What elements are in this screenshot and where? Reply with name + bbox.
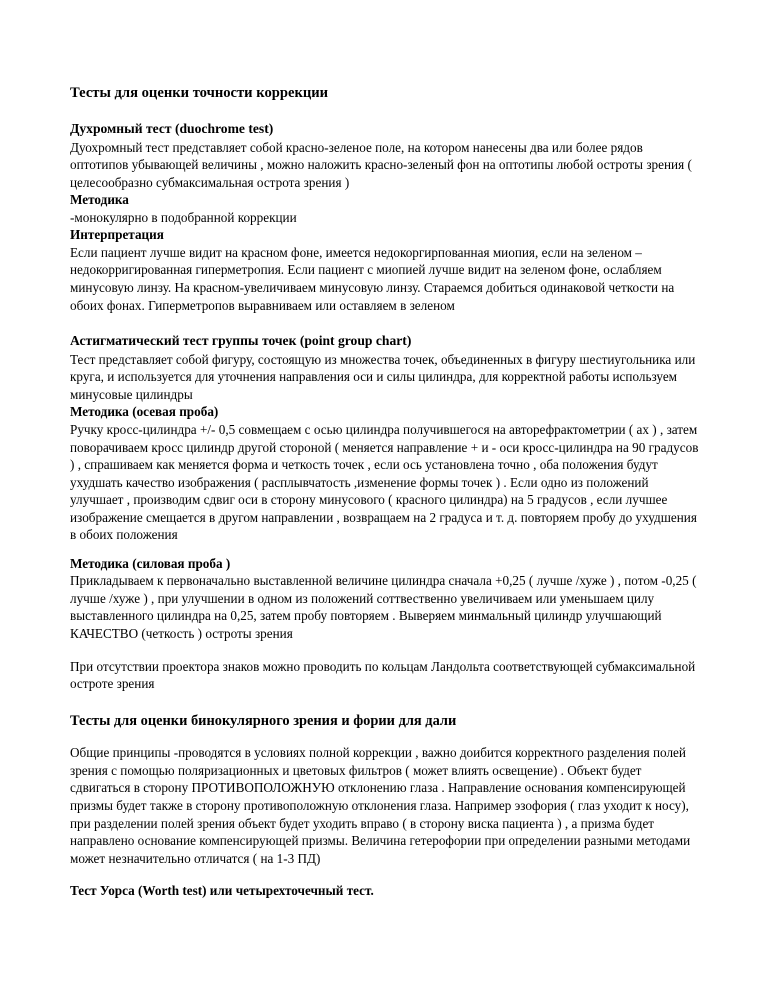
page-title: Тесты для оценки точности коррекции: [70, 85, 329, 101]
section-heading-astigmatic: Астигматический тест группы точек (point group chart): [70, 333, 412, 349]
spacer: [70, 733, 700, 744]
subheading-method-duochrome: Методика: [70, 192, 129, 208]
subheading-axis-test: Методика (осевая проба): [70, 404, 219, 420]
section-heading-duochrome: Духромный тест (duochrome test): [70, 120, 274, 136]
section-body-duochrome: Дуохромный тест представляет собой красно-зеленое поле, на котором нанесены два или более рядов оптотипов убывающей величины , можно наложить красно-зеленый фон на оптотипы любой остроты зрения ( целесообразно субмаксимальная острота зрения ): [70, 139, 692, 190]
subbody-power-test: Прикладываем к первоначально выставленной величине цилиндра сначала +0,25 ( лучше /хуже ) , потом -0,25 ( лучше /хуже ) , при улучшении в одном из положений соттвественно увеличиваем или уменьшаем цилу выставленного цилиндра на 0,25, затем пробу повторяем . Выверяем минмальный цилиндр улучшающий КАЧЕСТВО (четкость ) остроты зрения: [70, 573, 697, 641]
section-body-astigmatic: Тест представляет собой фигуру, состоящую из множества точек, объединенных в фигуру шестиугольника или круга, и используется для уточнения направления оси и силы цилиндра, для корректной работы используем минусовые цилиндры: [70, 351, 696, 402]
subheading-worth-test: Тест Уорса (Worth test) или четырехточечный тест.: [70, 883, 374, 899]
document-body: [70, 84, 700, 900]
subbody-interpretation-duochrome: Если пациент лучше видит на красном фоне, имеется недокоргирпованная миопия, если на зеленом – недокорригированная гиперметропия. Если пациент с миопией лучше видит на зеленом фоне, ослабляем минусовую линзу. На красном-увеличиваем минусовую линзу. Стараемся добиться одинаковой четкости на обоих фонах. Гиперметропов выравниваем или оставляем в зеленом: [70, 244, 675, 313]
subbody-method-duochrome: -монокулярно в подобранной коррекции: [70, 209, 297, 225]
subheading-power-test: Методика (силовая проба ): [70, 555, 231, 571]
subheading-interpretation-duochrome: Интерпретация: [70, 227, 164, 243]
section-body-binocular: Общие принципы -проводятся в условиях полной коррекции , важно доибится корректного разделения полей зрения с помощью поляризационных и цветовых фильтров ( может влиять освещение) . Объект будет сдвигаться в сторону ПРОТИВОПОЛОЖНУЮ отклонению глаза . Направление основания компенсирующей призмы будет также в сторону противоположную отклонения глаза. Например эзофория ( глаз уходит к носу), при разделении полей зрения объект будет уходить вправо ( в сторону виска пациента ) , а призма будет направлено основание компенсирующей призмы. Величина гетерофории при определении разными методами может незначительно отличатся ( на 1-3 ПД): [70, 745, 691, 866]
section-heading-binocular: Тесты для оценки бинокулярного зрения и фории для дали: [70, 712, 457, 729]
spacer: [70, 544, 700, 555]
section-closing-astigmatic: При отсутствии проектора знаков можно проводить по кольцам Ландольта соответствующей субмаксимальной остроте зрения: [70, 658, 696, 692]
spacer: [70, 867, 700, 882]
spacer: [70, 643, 700, 658]
subbody-axis-test: Ручку кросс-цилиндра +/- 0,5 совмещаем с осью цилиндра получившегося на авторефрактометрии ( ах ) , затем поворачиваем кросс цилиндр другой стороной ( меняется направление + и - оси кросс-цилиндра на 90 градусов ) , спрашиваем как меняется форма и четкость точек , если ось установлена точно , оба положения будут ухудшать качество изображения ( расплывчатость ,изменение формы точек ) . Если одно из положений улучшает , производим сдвиг оси в сторону минусового ( красного цилиндра) на 5 градусов , если лучшее изображение смещается в другом направлении , возвращаем на 2 градуса и т. д. повторяем пробу до ухудшения в обоих положения: [70, 421, 699, 543]
